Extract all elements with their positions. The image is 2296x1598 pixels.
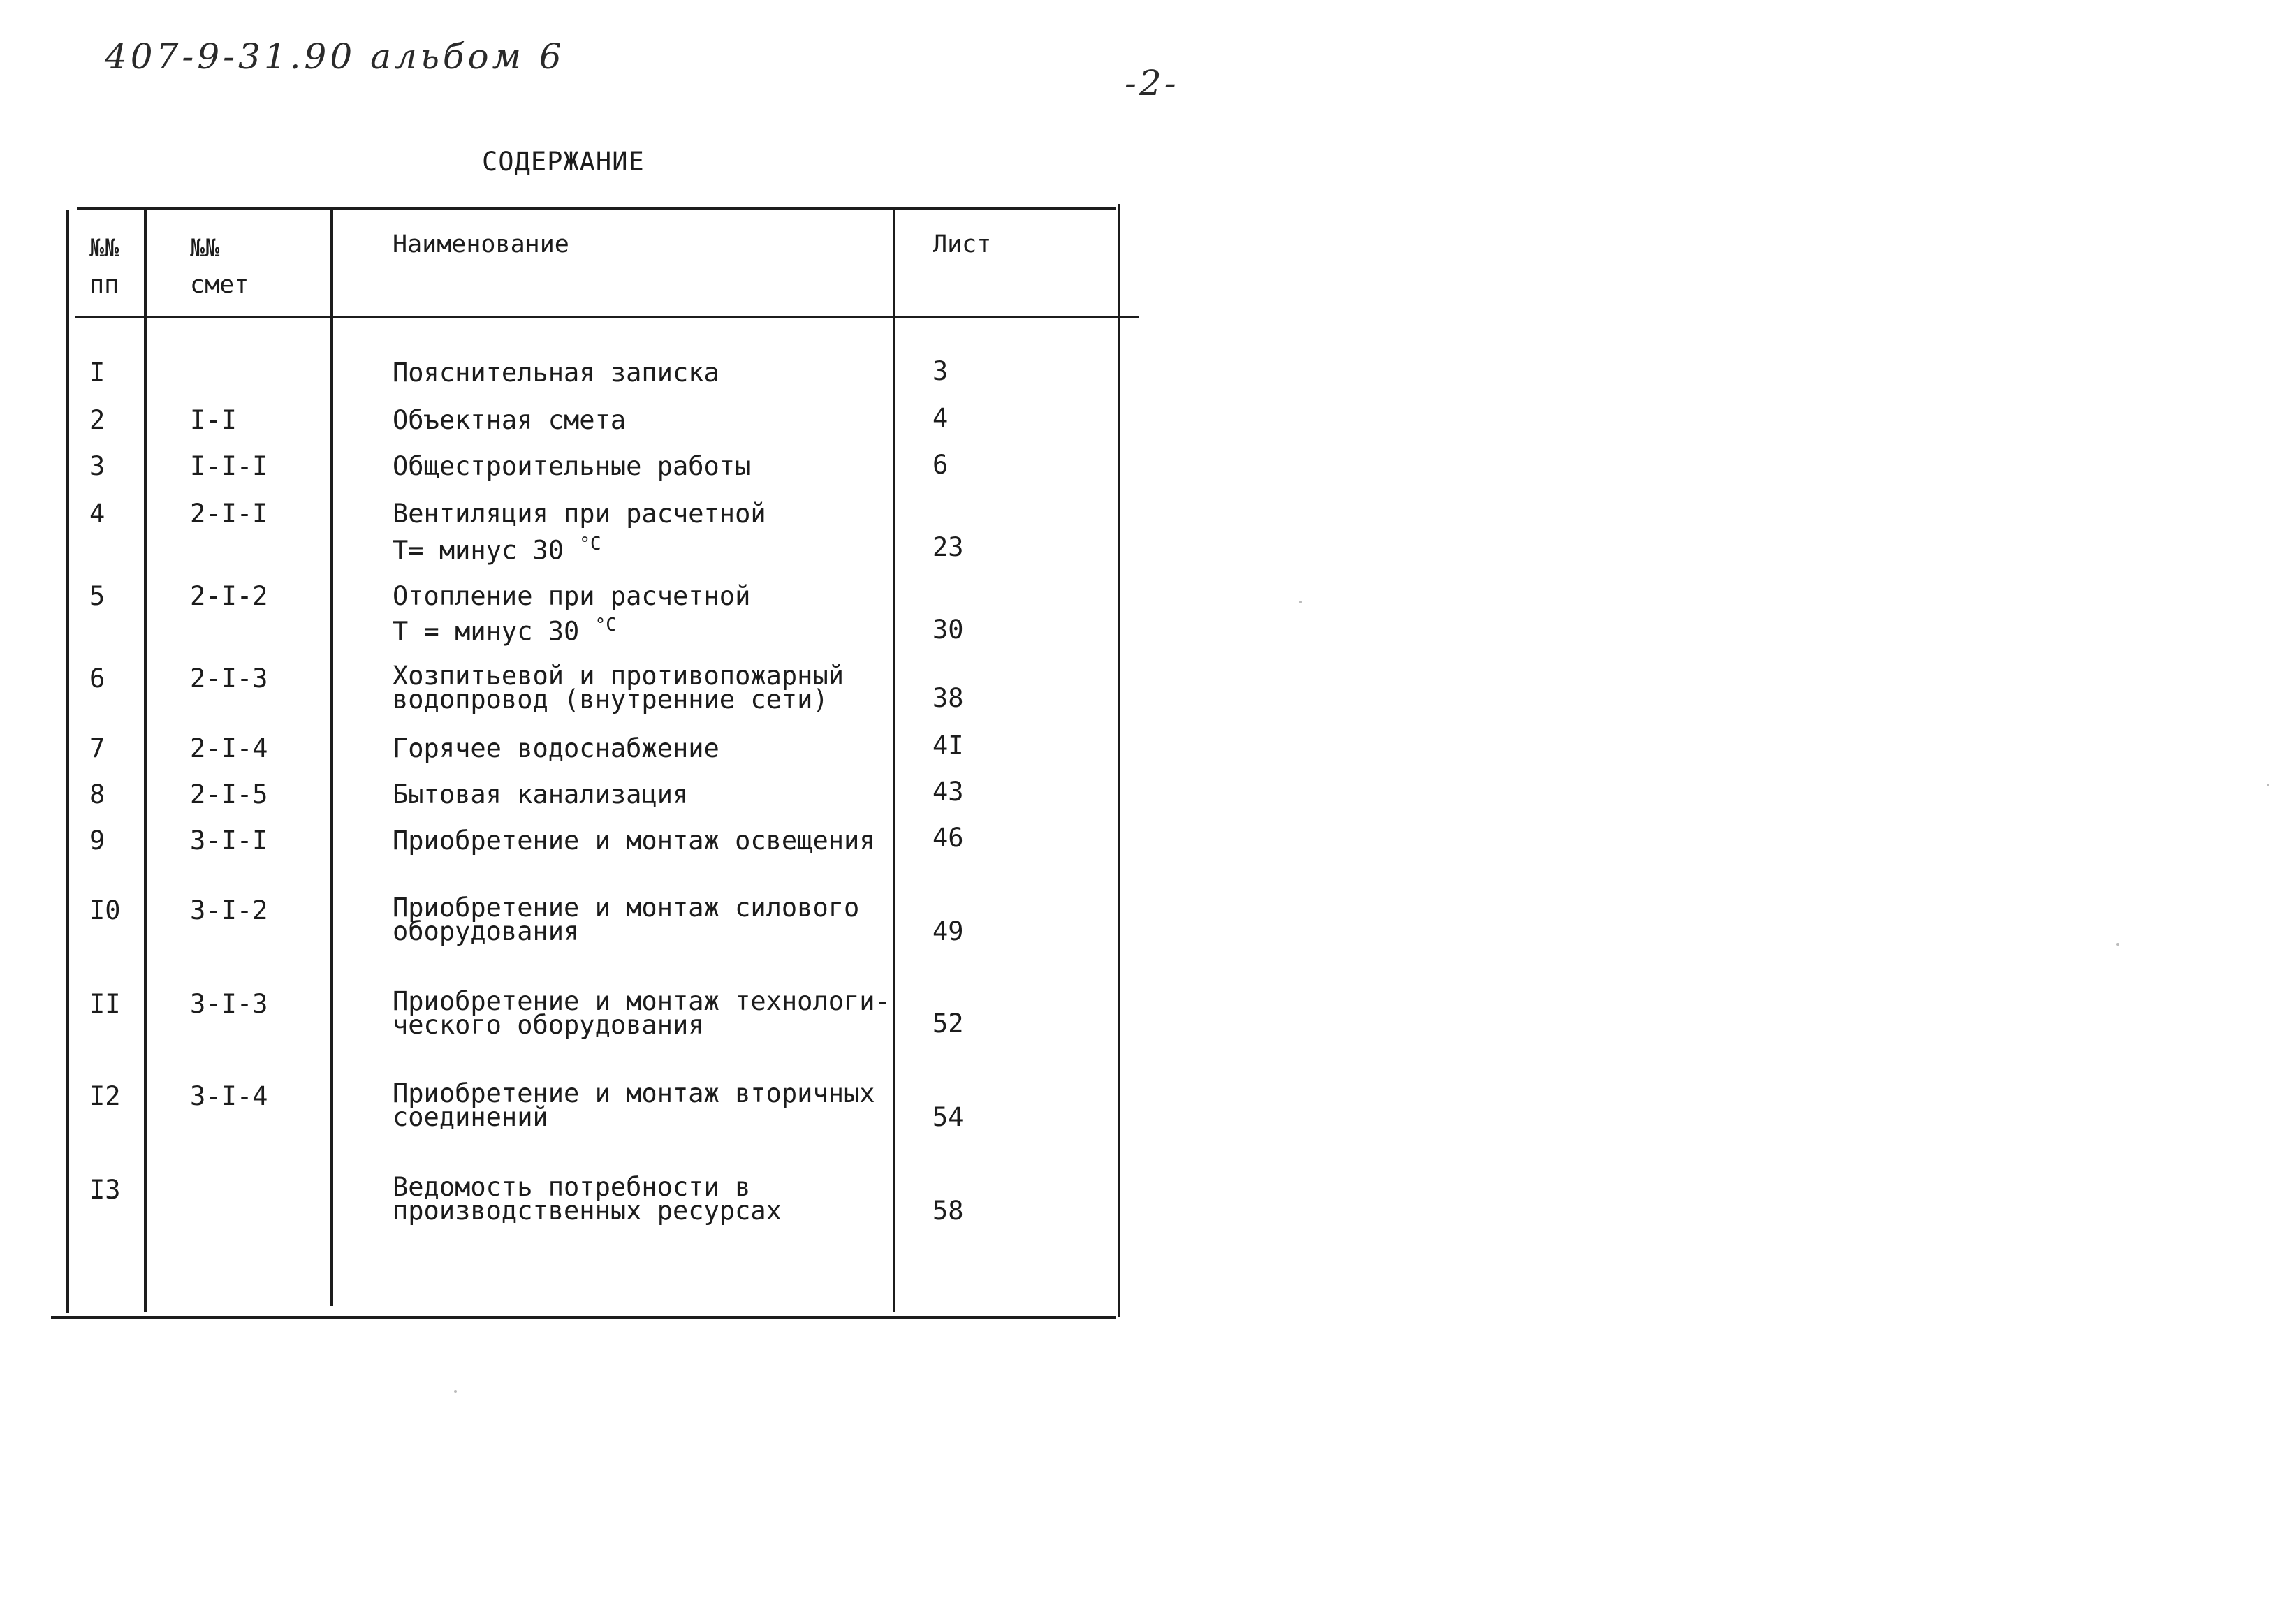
row-4-number: 4	[89, 499, 105, 529]
row-8-sheet: 43	[933, 777, 964, 807]
row-9-name: Приобретение и монтаж освещения	[393, 826, 875, 856]
row-12-name: Приобретение и монтаж вторичных	[393, 1078, 875, 1108]
row-12-estimate: 3-I-4	[190, 1081, 268, 1111]
row-7-number: 7	[89, 733, 105, 763]
row-4-temperature: Т= минус 30	[393, 535, 580, 566]
row-13-sheet: 58	[933, 1196, 964, 1226]
row-11-estimate: 3-I-3	[190, 989, 268, 1019]
row-13-name: Ведомость потребности в	[393, 1172, 751, 1202]
row-5-name: Отопление при расчетной	[393, 581, 751, 611]
header-bottom-border	[75, 316, 1139, 318]
header-sheet: Лист	[933, 230, 992, 258]
row-6-name: Хозпитьевой и противопожарный	[393, 661, 844, 691]
column-divider-right	[1118, 204, 1120, 1317]
row-7-sheet: 4I	[933, 731, 964, 761]
row-9-estimate: 3-I-I	[190, 826, 268, 856]
scan-speck	[1299, 601, 1302, 603]
row-3-number: 3	[89, 451, 105, 481]
column-divider-2	[330, 210, 333, 1306]
header-row-number: №№ пп	[89, 235, 119, 299]
row-1-number: I	[89, 358, 105, 388]
row-11-number: II	[89, 989, 121, 1019]
column-divider-3	[893, 210, 895, 1312]
row-5-name-line-2	[393, 615, 617, 646]
row-9-sheet: 46	[933, 823, 964, 853]
row-8-number: 8	[89, 779, 105, 809]
row-13-name-line-2: производственных ресурсах	[393, 1196, 782, 1226]
row-12-name-line-2: соединений	[393, 1102, 548, 1132]
document-title: СОДЕРЖАНИЕ	[482, 147, 645, 177]
row-4-unit: °С	[579, 534, 601, 555]
row-12-sheet: 54	[933, 1102, 964, 1132]
row-4-sheet: 23	[933, 532, 964, 562]
scan-speck	[2116, 943, 2119, 946]
row-3-estimate: I-I-I	[190, 451, 268, 481]
scan-speck	[454, 1390, 457, 1393]
row-5-estimate: 2-I-2	[190, 581, 268, 611]
row-11-name-line-2: ческого оборудования	[393, 1010, 704, 1040]
row-6-number: 6	[89, 664, 105, 694]
table-top-border	[77, 207, 1116, 210]
row-6-name-line-2: водопровод (внутренние сети)	[393, 684, 828, 714]
row-10-estimate: 3-I-2	[190, 895, 268, 925]
row-12-number: I2	[89, 1081, 121, 1111]
row-10-number: I0	[89, 895, 121, 925]
row-1-name: Пояснительная записка	[393, 358, 719, 388]
header-estimate-number: №№ смет	[190, 235, 249, 299]
table-bottom-border	[51, 1316, 1116, 1319]
row-3-sheet: 6	[933, 450, 949, 480]
scan-speck	[2267, 784, 2269, 786]
row-2-estimate: I-I	[190, 405, 237, 435]
header-name: Наименование	[393, 230, 569, 258]
row-11-name: Приобретение и монтаж технологи-	[393, 986, 891, 1016]
row-4-name-line-2	[393, 534, 601, 565]
row-13-number: I3	[89, 1175, 121, 1205]
row-4-name: Вентиляция при расчетной	[393, 499, 766, 529]
row-5-unit: °С	[594, 615, 617, 636]
row-1-sheet: 3	[933, 356, 949, 386]
row-9-number: 9	[89, 826, 105, 856]
row-6-estimate: 2-I-3	[190, 664, 268, 694]
row-11-sheet: 52	[933, 1009, 964, 1039]
row-4-estimate: 2-I-I	[190, 499, 268, 529]
column-divider-left	[66, 210, 69, 1313]
row-10-name-line-2: оборудования	[393, 916, 580, 946]
row-10-sheet: 49	[933, 916, 964, 946]
row-5-temperature: Т = минус 30	[393, 616, 595, 647]
row-6-sheet: 38	[933, 683, 964, 713]
column-divider-1	[144, 210, 147, 1312]
page-number: -2-	[1125, 63, 1179, 103]
row-8-name: Бытовая канализация	[393, 779, 689, 809]
row-8-estimate: 2-I-5	[190, 779, 268, 809]
row-7-estimate: 2-I-4	[190, 733, 268, 763]
row-5-number: 5	[89, 581, 105, 611]
row-2-sheet: 4	[933, 403, 949, 433]
row-3-name: Общестроительные работы	[393, 451, 751, 481]
row-7-name: Горячее водоснабжение	[393, 733, 719, 763]
row-5-sheet: 30	[933, 615, 964, 645]
row-10-name: Приобретение и монтаж силового	[393, 893, 860, 923]
row-2-name: Объектная смета	[393, 405, 627, 435]
album-reference: 407-9-31.90 альбом 6	[105, 36, 565, 77]
row-2-number: 2	[89, 405, 105, 435]
